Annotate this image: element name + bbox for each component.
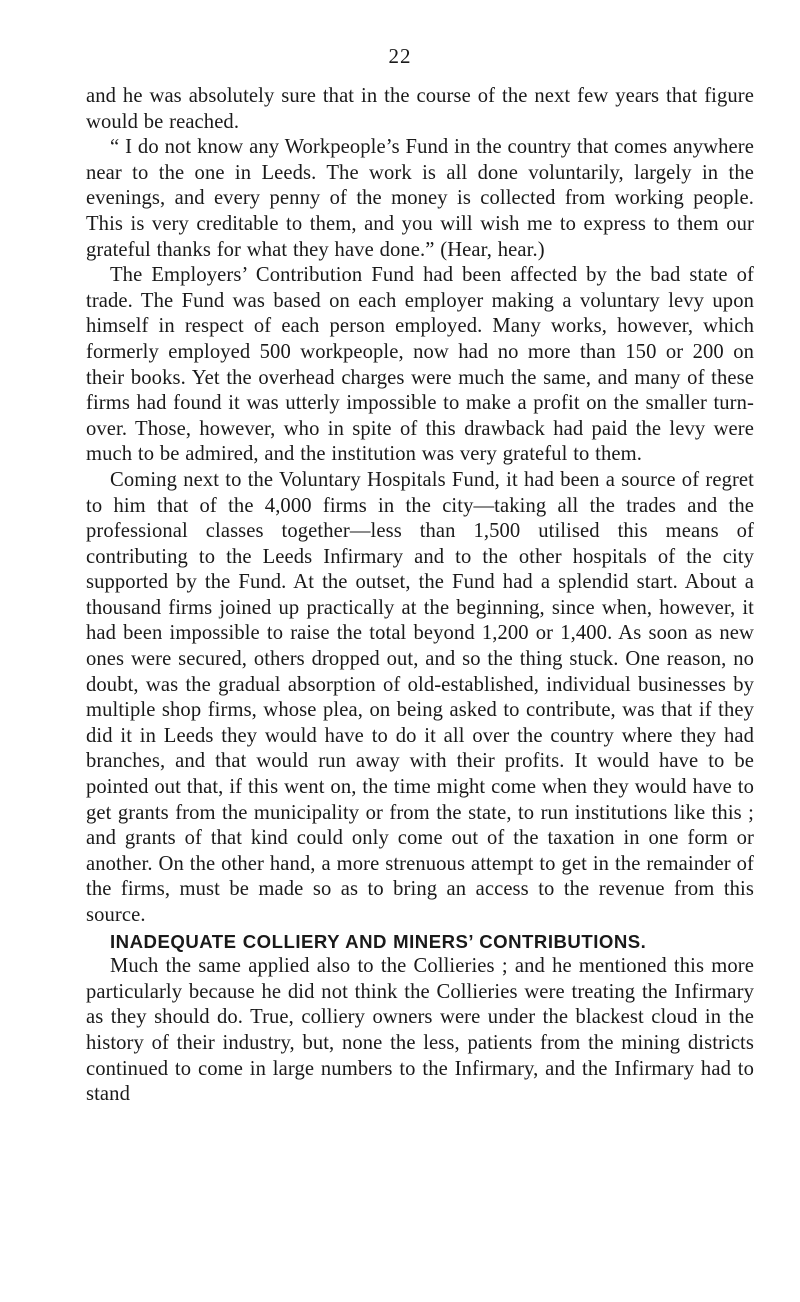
section-heading: INADEQUATE COLLIERY AND MINERS’ CONTRIBUTIONS. <box>110 930 647 952</box>
body-text <box>86 84 754 1108</box>
paragraph-voluntary-hospitals-fund: Coming next to the Voluntary Hospitals Fund, it had been a source of regret to him that of the 4,000 firms in the city—taking all the trades and the professional classes together—less than 1,500 utilised this means of contributing to the Leeds Infirmary and to the other hospitals of the city supported by the Fund. At the outset, the Fund had a splendid start. About a thousand firms joined up practically at the beginning, since when, however, it had been impossible to raise the total beyond 1,200 or 1,400. As soon as new ones were secured, others dropped out, and so the thing stuck. One reason, no doubt, was the gradual absorption of old-established, individual businesses by multiple shop firms, whose plea, on being asked to contribute, was that if they did it in Leeds they would have to do it all over the country where they had branches, and that would run away with their profits. It would have to be pointed out that, if this went on, the time might come when they would have to get grants from the municipality or from the state, to run institutions like this ; and grants of that kind could only come out of the taxation in one form or another. On the other hand, a more strenuous attempt to get in the remainder of the firms, must be made so as to bring an access to the revenue from this source. <box>86 468 754 926</box>
paragraph-continuation: and he was absolutely sure that in the course of the next few years that figure would be reached. <box>86 85 754 133</box>
paragraph-collieries: Much the same applied also to the Collieries ; and he mentioned this more particularly because he did not think the Collieries were treating the Infirmary as they should do. True, colliery owners were under the blackest cloud in the history of their industry, but, none the less, patients from the mining districts continued to come in large numbers to the Infirmary, and the Infirmary had to stand <box>86 955 754 1106</box>
paragraph-workpeople-quote: “ I do not know any Workpeople’s Fund in the country that comes anywhere near to the one in Leeds. The work is all done voluntarily, largely in the evenings, and every penny of the money is collected from working people. This is very creditable to them, and you will wish me to express to them our grateful thanks for what they have done.” (Hear, hear.) <box>86 136 754 261</box>
page-number: 22 <box>388 44 412 68</box>
paragraph-employers-fund: The Employers’ Contribution Fund had been affected by the bad state of trade. The Fund was based on each employer making a voluntary levy upon himself in respect of each person employed. Many works, however, which formerly employed 500 workpeople, now had no more than 150 or 200 on their books. Yet the overhead charges were much the same, and many of these firms had found it was utterly impossible to make a profit on the smaller turn-over. Those, however, who in spite of this drawback had paid the levy were much to be admired, and the institution was very grateful to them. <box>86 264 754 466</box>
